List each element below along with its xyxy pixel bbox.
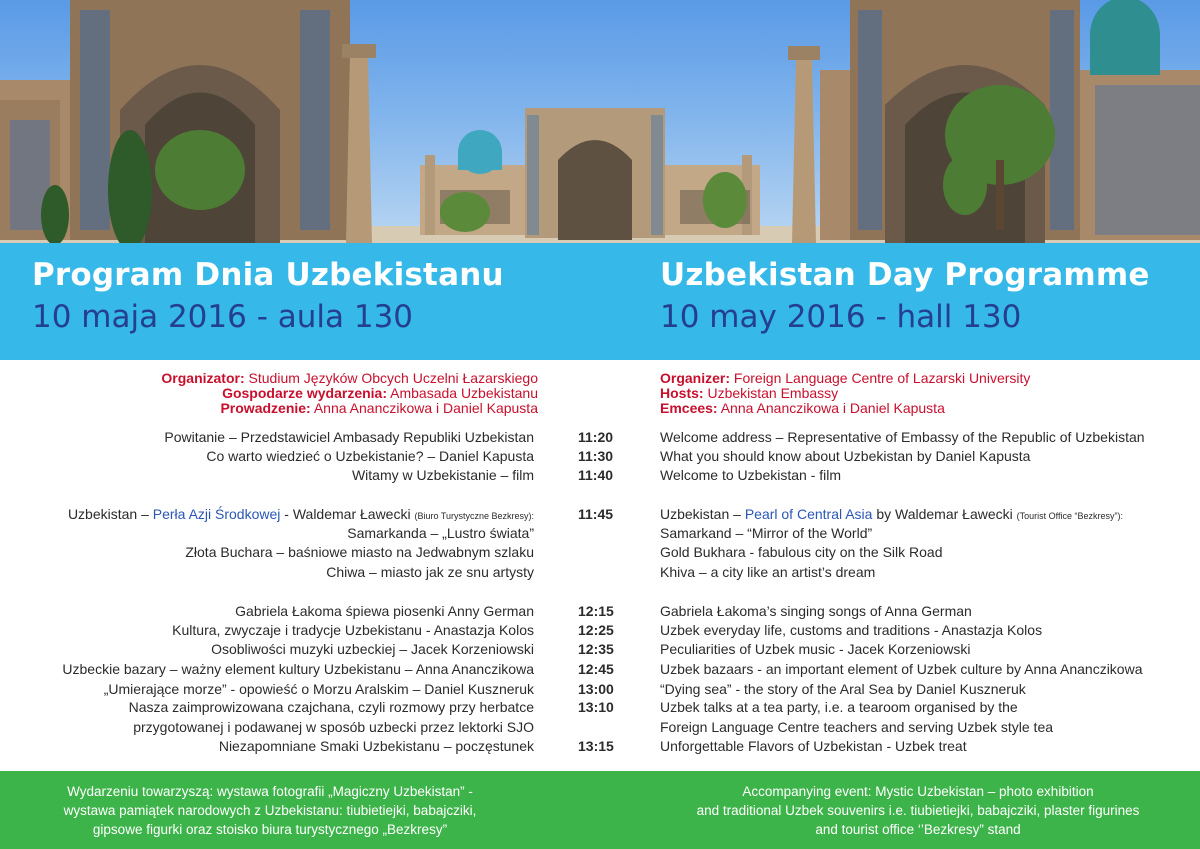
- credit-line: Hosts: Uzbekistan Embassy: [660, 385, 839, 401]
- schedule-row: Osobliwości muzyki uzbeckiej – Jacek Korzeniowski 12:35 Peculiarities of Uzbek music - Jacek Korzeniowski: [211, 641, 971, 657]
- schedule-row: Kultura, zwyczaje i tradycje Uzbekistanu - Anastazja Kolos 12:25 Uzbek everyday life, customs and traditions - Anastazja Kolos: [172, 622, 1043, 638]
- time-label: 12:25: [578, 622, 614, 638]
- credit-line: Prowadzenie: Anna Ananczikowa i Daniel Kapusta: [220, 400, 538, 416]
- registan-photo-banner: [0, 0, 1200, 243]
- page-title-polish: Program Dnia Uzbekistanu: [32, 257, 504, 293]
- title-band: [0, 243, 1200, 360]
- schedule-row: Chiwa – miasto jak ze snu artysty Khiva – a city like an artist’s dream: [326, 564, 876, 580]
- credit-line: Organizer: Foreign Language Centre of Lazarski University: [660, 370, 1031, 386]
- credit-line: Emcees: Anna Ananczikowa i Daniel Kapusta: [660, 400, 945, 416]
- schedule-row: Samarkanda – „Lustro świata” Samarkand – “Mirror of the World”: [347, 525, 873, 541]
- schedule-row: Gabriela Łakoma śpiewa piosenki Anny German 12:15 Gabriela Łakoma’s singing songs of Anna German: [235, 603, 972, 619]
- time-label: 13:15: [578, 738, 614, 754]
- schedule-row: Uzbeckie bazary – ważny element kultury Uzbekistanu – Anna Ananczikowa 12:45 Uzbek bazaars - an important element of Uzbek culture by Anna Ananczikowa: [62, 661, 1143, 677]
- schedule-row: przygotowanej i podawanej w sposób uzbecki przez lektorki SJO Foreign Language Centre teachers and serving Uzbek style tea: [133, 719, 1054, 735]
- event-date-venue-english: 10 may 2016 - hall 130: [660, 299, 1022, 335]
- footer-text-english: Accompanying event: Mystic Uzbekistan – photo exhibition and traditional Uzbek souvenirs i.e. tiubietiejki, babajcziki, plaster figurines and tourist office ‘’Bezkresy” stand: [696, 784, 1140, 837]
- time-label: 13:10: [578, 699, 614, 715]
- english-title-block: [660, 257, 1150, 335]
- schedule-row: Powitanie – Przedstawiciel Ambasady Republiki Uzbekistan 11:20 Welcome address – Representative of Embassy of the Republic of Uzbekistan: [164, 429, 1145, 445]
- event-date-venue-polish: 10 maja 2016 - aula 130: [32, 299, 414, 335]
- schedule-row: Niezapomniane Smaki Uzbekistanu – poczęstunek 13:15 Unforgettable Flavors of Uzbekistan - Uzbek treat: [218, 738, 967, 754]
- time-label: 11:30: [578, 448, 614, 464]
- time-label: 11:20: [578, 429, 614, 445]
- schedule-row: Nasza zaimprowizowana czajchana, czyli rozmowy przy herbatce 13:10 Uzbek talks at a tea party, i.e. a tearoom organised by the: [128, 699, 1018, 715]
- schedule-row: Uzbekistan – Perła Azji Środkowej - Waldemar Ławecki (Biuro Turystyczne Bezkresy): 11:45 Uzbekistan – Pearl of Central Asia by Waldemar Ławecki (Tourist Office “Bezkresy”):: [67, 506, 1124, 522]
- credits-english: [660, 371, 1030, 416]
- right-minaret: [788, 46, 820, 243]
- credit-line: Organizator: Studium Języków Obcych Uczelni Łazarskiego: [161, 370, 538, 386]
- time-label: 12:45: [578, 661, 614, 677]
- credits-polish: [161, 371, 538, 416]
- time-label: 12:35: [578, 641, 614, 657]
- time-label: 12:15: [578, 603, 614, 619]
- polish-title-block: [32, 257, 504, 335]
- time-label: 13:00: [578, 681, 614, 697]
- schedule-row: Złota Buchara – baśniowe miasto na Jedwabnym szlaku Gold Bukhara - fabulous city on the Silk Road: [185, 544, 943, 560]
- accompanying-events-footer: [0, 771, 1200, 849]
- registan-photo-illustration: [0, 0, 1200, 243]
- time-label: 11:45: [578, 506, 614, 522]
- page-title-english: Uzbekistan Day Programme: [660, 257, 1150, 293]
- time-label: 11:40: [578, 467, 614, 483]
- highlight-topic: Pearl of Central Asia: [744, 506, 873, 522]
- schedule-row: „Umierające morze” - opowieść o Morzu Aralskim – Daniel Kuszneruk 13:00 “Dying sea” - the story of the Aral Sea by Daniel Kuszneruk: [103, 681, 1026, 697]
- footer-text-polish: Wydarzeniu towarzyszą: wystawa fotografii „Magiczny Uzbekistan” - wystawa pamiątek narodowych z Uzbekistanu: tiubietiejki, babajcziki, gipsowe figurki oraz stoisko biura turystycznego „Bezkresy”: [63, 784, 477, 837]
- credit-line: Gospodarze wydarzenia: Ambasada Uzbekistanu: [222, 385, 538, 401]
- schedule-row: Co warto wiedzieć o Uzbekistanie? – Daniel Kapusta 11:30 What you should know about Uzbekistan by Daniel Kapusta: [206, 448, 1031, 464]
- schedule-row: Witamy w Uzbekistanie – film 11:40 Welcome to Uzbekistan - film: [351, 467, 842, 483]
- highlight-topic: Perła Azji Środkowej: [152, 506, 281, 522]
